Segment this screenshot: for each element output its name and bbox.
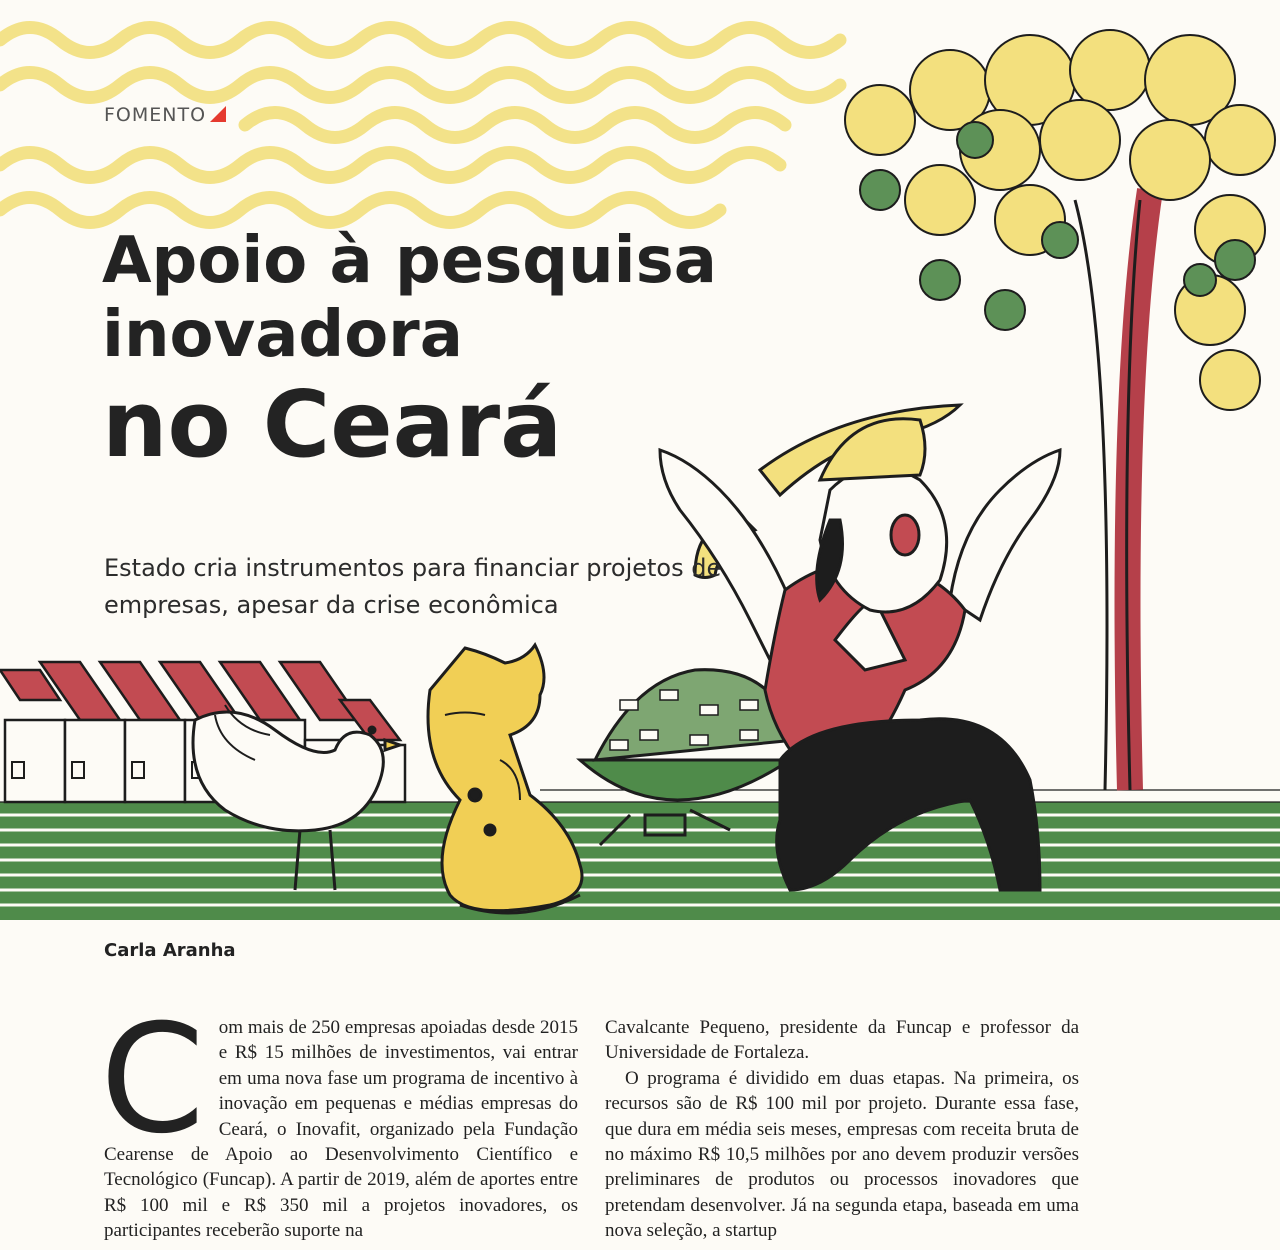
cat	[428, 645, 582, 913]
article-column-2	[605, 1015, 1079, 1244]
paragraph-2: Cavalcante Pequeno, presidente da Funcap e professor da Universidade de Fortaleza.	[605, 1017, 1079, 1064]
red-triangle-icon	[210, 106, 226, 122]
paragraph-1: om mais de 250 empresas apoiadas desde 2015 e R$ 15 milhões de investimentos, vai entrar em uma nova fase um programa de incentivo à inovação em pequenas e médias empresas do Ceará, o Inovafit, organizado pela Fundação Cearense de Apoio ao Desenvolvimento Científico e Tecnológico (Funcap). A partir de 2019, além de aportes entre R$ 100 mil e R$ 350 mil a projetos inovadores, os participantes receberão suporte na	[104, 1017, 578, 1242]
paragraph-3: O programa é dividido em duas etapas. Na primeira, os recursos são de R$ 100 mil por projeto. Durante essa fase, que dura em média seis meses, empresas com receita bruta de no máximo R$ 10,5 milhões por ano devem produzir versões preliminares de produtos ou processos inovadores que pretendam desenvolver. Já na segunda etapa, baseada em uma nova seleção, a startup	[605, 1067, 1079, 1242]
byline: Carla Aranha	[104, 940, 236, 961]
headline-line-2: inovadora	[102, 298, 463, 372]
article-column-1	[100, 993, 578, 1244]
headline	[102, 222, 717, 480]
headline-line-1: Apoio à pesquisa	[102, 224, 717, 298]
headline-line-3: no Ceará	[102, 371, 563, 478]
section-label: FOMENTO	[104, 104, 207, 126]
green-field	[0, 790, 1280, 920]
drop-cap: C	[100, 993, 205, 1167]
subtitle: Estado cria instrumentos para financiar projetos de empresas, apesar da crise econômica	[104, 554, 722, 619]
section-tag	[104, 104, 226, 126]
